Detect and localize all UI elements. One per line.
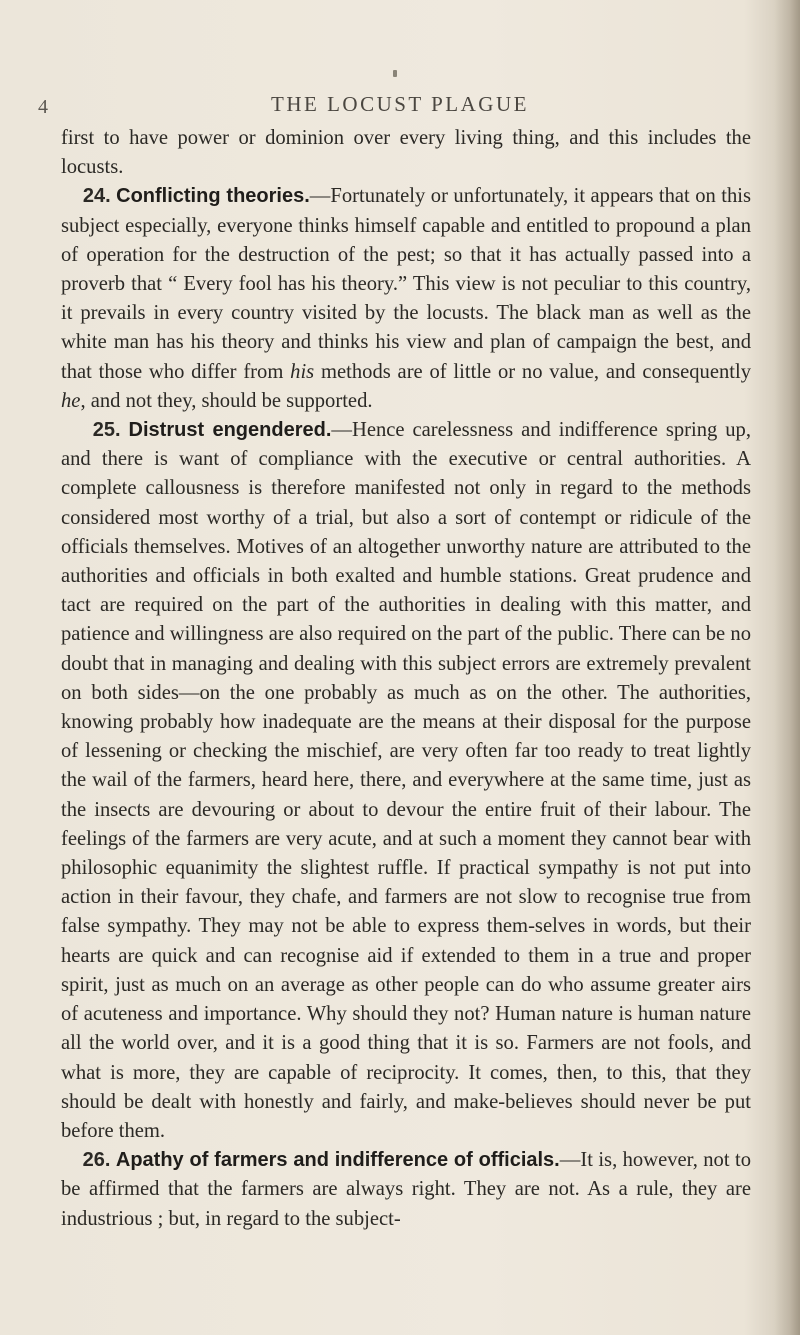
section-heading: Apathy of farmers and indifference of officials. bbox=[115, 1149, 560, 1172]
print-speck bbox=[393, 70, 397, 77]
italic-word: he bbox=[61, 389, 81, 412]
section-heading: Distrust engendered. bbox=[128, 419, 332, 442]
section-number: 26. bbox=[82, 1149, 111, 1172]
section-text: —Fortunately or unfortunately, it appears that on this subject especially, everyone thinks himself capable and entitled to propound a plan of operation for the destruction of the pest; so that it has actually passed into a proverb that “ Every fool has his theory.” This view is not peculiar to this country, it prevails in every country visited by the locusts. The black man as well as the white man has his theory and thinks his view and plan of campaign the best, and that those who differ from bbox=[61, 185, 752, 383]
section-25 bbox=[61, 416, 751, 1146]
section-text: —Hence carelessness and indifference spring up, and there is want of compliance with the executive or central authorities. A complete callousness is therefore manifested not only in regard to the methods considered most worthy of a trial, but also a sort of contempt or ridicule of the officials themselves. Motives of an altogether unworthy nature are attributed to the authorities and officials in both exalted and humble stations. Great prudence and tact are required on the part of the authorities in dealing with this matter, and patience and willingness are also required on the part of the public. There can be no doubt that in managing and dealing with this subject errors are extremely prevalent on both sides—on the one probably as much as on the other. The authorities, knowing probably how inadequate are the means at their disposal for the purpose of lessening or checking the mischief, are very often far too ready to treat lightly the wail of the farmers, heard here, there, and everywhere at the same time, just as the insects are devouring or about to devour the entire fruit of their labour. The feelings of the farmers are very acute, and at such a moment they cannot bear with philosophic equanimity the slightest ruffle. If practical sympathy is not put into action in their favour, they chafe, and farmers are not slow to recognise true from false sympathy. They may not be able to express them-selves in words, but their hearts are quick and can recognise aid if extended to them in a true and proper spirit, just as much on an average as other people can do who assume greater airs of acuteness and importance. Why should they not? Human nature is human nature all the world over, and it is a good thing that it is so. Farmers are not fools, and what is more, they are capable of reciprocity. It comes, then, to this, that they should be dealt with honestly and fairly, and make-believes should never be put before them. bbox=[61, 419, 751, 1142]
section-number: 25. bbox=[92, 419, 121, 442]
section-number: 24. bbox=[82, 185, 111, 208]
running-title: THE LOCUST PLAGUE bbox=[271, 92, 529, 116]
page-edge-shadow bbox=[774, 0, 800, 1335]
page-header bbox=[0, 92, 800, 118]
italic-word: his bbox=[290, 360, 315, 383]
section-text: , and not they, should be supported. bbox=[80, 389, 373, 412]
section-text: —It is, however, not to be affirmed that the farmers are always right. They are not. As a rule, they are industrious ; but, in regard to the subject- bbox=[61, 1149, 752, 1230]
page-number: 4 bbox=[38, 96, 49, 118]
body-text bbox=[61, 124, 751, 1234]
section-text: methods are of little or no value, and consequently bbox=[314, 360, 751, 383]
paragraph-continuation: first to have power or dominion over every living thing, and this includes the locusts. bbox=[61, 127, 751, 179]
section-26 bbox=[61, 1146, 751, 1234]
section-24 bbox=[61, 182, 751, 416]
section-heading: Conflicting theories. bbox=[116, 185, 310, 208]
